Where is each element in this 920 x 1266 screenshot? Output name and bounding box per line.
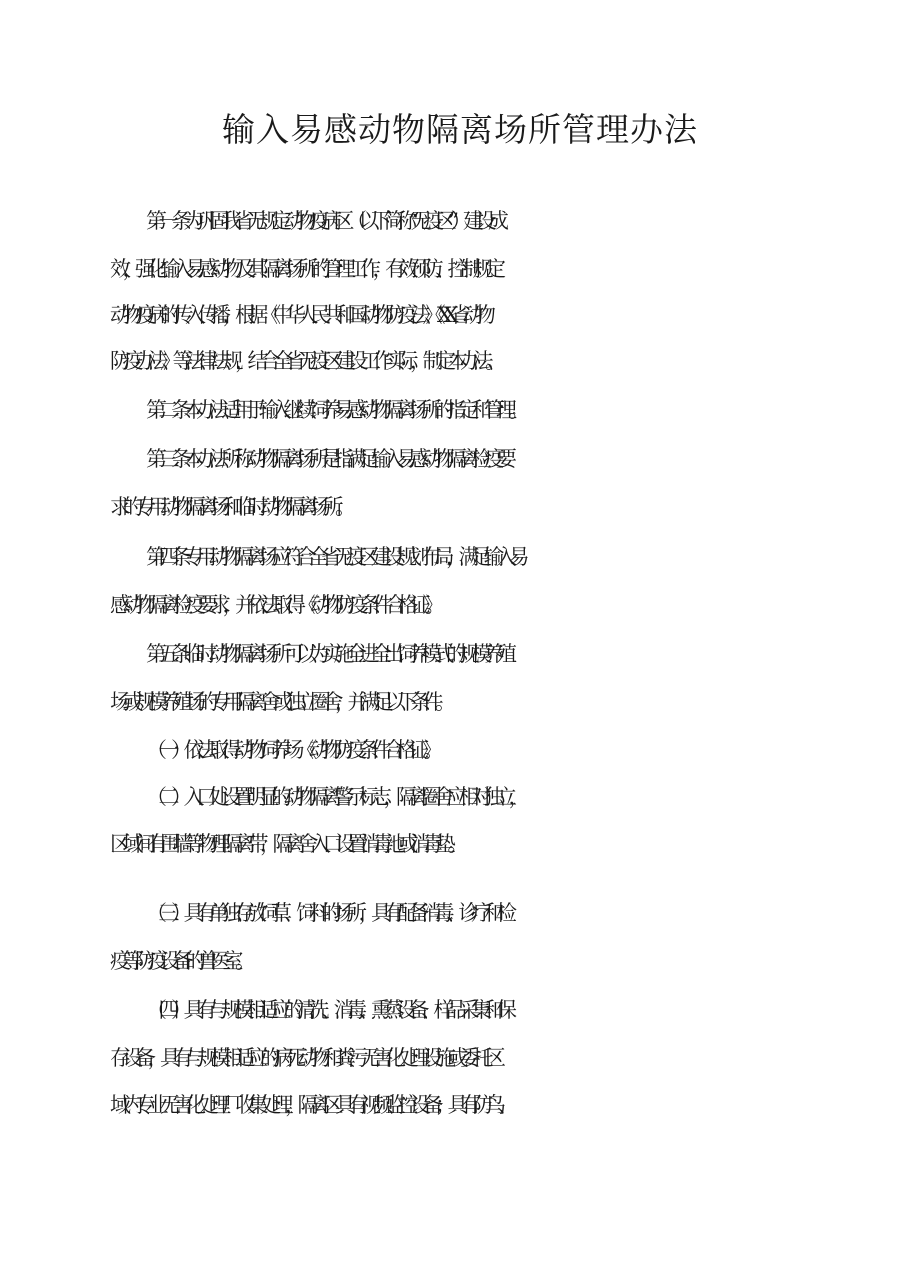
article-4-line-1: 第四条专用动物隔离场应符合全省无疫区建设规划布局，满足输入易 (146, 545, 521, 569)
item-3-line-2: 疫等防疫设备的兽医室。 (110, 949, 248, 973)
item-4-line-3: 域内专业无害化处理厂收集处理，隔离区具有视频监控设备；具有防鸟、 (110, 1093, 510, 1117)
item-4-line-1: （四）具有与规模相适应的清洗、消毒、熏蒸设备、样品采集和保 (146, 998, 509, 1022)
item-1-line-1: （一）依法取得动物饲养场《动物防疫条件合格证》。 (146, 738, 436, 762)
item-2-line-1: （二）入口处设置明显的动物隔离警示标志，隔离圈舍应相对独立， (146, 785, 521, 809)
item-3-line-1: （三）具有单独存放饲草、饲料的场所，具有配备消毒、诊疗和检 (146, 901, 509, 925)
article-1-line-4: 防疫办法》等法律法规，结合全省无疫区建设工作实际，制定本办法。 (110, 349, 498, 373)
item-2-line-2: 区域间有围墙等物理隔离带，隔离舍入口设置消毒池或消毒垫。 (110, 832, 460, 856)
article-3-line-1: 第三条本办法所称动物隔离场所是指满足输入易感动物隔离检疫要 (146, 447, 509, 471)
article-5-line-2: 场或规模养殖场的专用隔离舍或独立圈舍，并满足以下条件。 (110, 690, 448, 714)
article-3-line-2: 求的专用动物隔离场和临时动物隔离场所。 (110, 495, 348, 519)
article-2-line-1: 第二条本办法适用于输入继续饲养易感动物隔离场所的指定和管理。 (146, 398, 521, 422)
article-4-line-2: 感动物隔离检疫要求，并依法取得《动物防疫条件合格证》。 (110, 593, 437, 617)
article-1-line-3: 动物疫病的传入传播，根据《中华人民共和国动物防疫法》《XX省动物 (110, 303, 488, 327)
item-4-line-2: 存设备，具有与规模相适应的病死动物和粪污无害化处理设施或委托区 (110, 1046, 498, 1070)
article-5-line-1: 第五条临时动物隔离场所可以为实施全进全出饲养模式的规模养殖 (146, 642, 509, 666)
article-1-line-1: 第一条为巩固我省无规定动物疫病区（以下简称“无疫区”）建设成 (146, 209, 501, 233)
article-1-line-2: 效，强化输入易感动物及其隔离场所的管理工作，有效预防、控制规定 (110, 257, 498, 281)
document-title: 输入易感动物隔离场所管理办法 (222, 110, 698, 149)
